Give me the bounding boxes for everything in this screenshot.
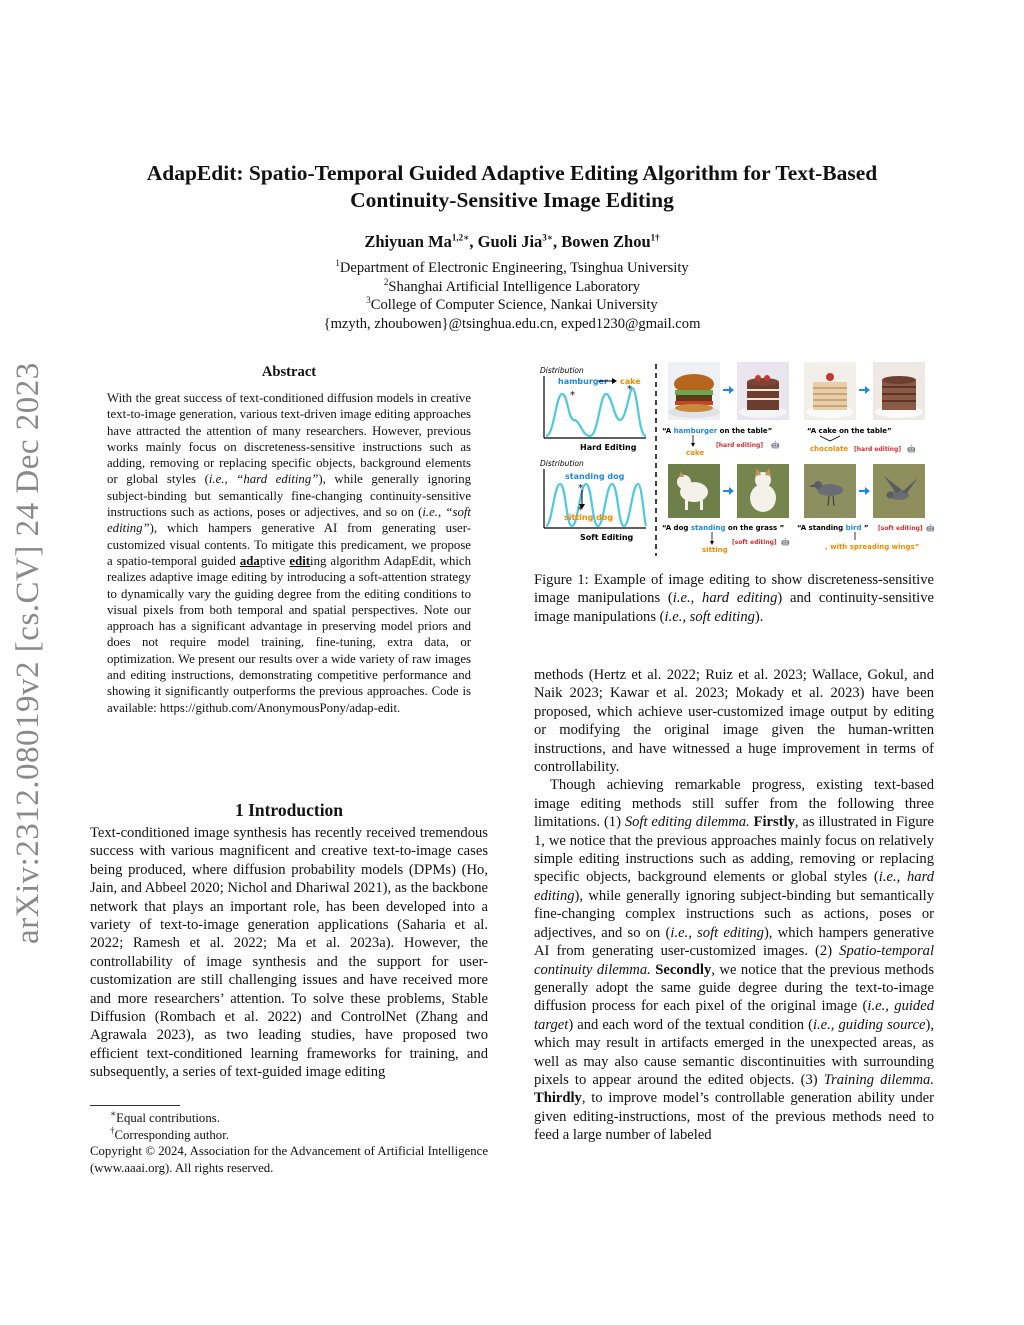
footnotes: ∗Equal contributions. †Corresponding author. Copyright © 2024, Association for the Advancement of Artificial Intelligence (www.aaai.org). All rights reserved. — [90, 1108, 488, 1175]
image-dog-standing — [668, 464, 720, 518]
abstract-body: With the great success of text-conditioned diffusion models in creative text-to-image generation, various text-driven image editing approaches have attracted the attention of many researchers. However, previous works mainly focus on discreteness-sensitive instructions such as adding, removing or replacing specific objects, background elements or global styles (i.e., “hard editing”), while generally ignoring subject-binding but semantically fine-changing continuity-sensitive instructions such as actions, poses or adjectives, and so on (i.e., “soft editing”), which hampers generative AI from generating user-customized visual contents. To mitigate this predicament, we propose a spatio-temporal guided adaptive editing algorithm AdapEdit, which realizes adaptive image editing by introducing a soft-attention strategy to dynamically vary the guiding degree from the editing conditions to visual pixels from both temporal and spatial perspectives. Note our approach has a significant advantage in preserving model priors and does not require model training, fine-tuning, extra data, or optimization. We present our results over a wide variety of raw images and editing instructions, demonstrating competitive performance and showing it significantly outperforms the previous approaches. Code is available: https://github.com/AnonymousPony/adap-edit. — [107, 391, 471, 715]
soft-editing-tag: [soft editing] — [732, 539, 777, 546]
right-column-body — [534, 666, 934, 1145]
image-chocolate-stack — [873, 362, 925, 420]
hard-editing-label: Hard Editing — [580, 443, 637, 452]
footnote-divider — [90, 1105, 180, 1106]
prompt-wings: , with spreading wings” — [825, 543, 920, 551]
paper-title: AdapEdit: Spatio-Temporal Guided Adaptive Editing Algorithm for Text-Based Continuity-Sensitive Image Editing — [146, 161, 878, 212]
author: Zhiyuan Ma — [364, 232, 452, 251]
transform-arrow-head — [865, 386, 870, 394]
image-pancake-stack — [804, 362, 856, 420]
robot-icon: 🤖 — [926, 524, 934, 532]
arxiv-identifier: arXiv:2312.08019v2 [cs.CV] 24 Dec 2023 — [10, 362, 46, 944]
introduction-body: Text-conditioned image synthesis has recently received tremendous success with various magnificent and creative text-to-image cases being produced, where diffusion probability models (DPMs) (Ho, Jain, and Abbeel 2020; Nichol and Dhariwal 2021), as the backbone network that plays an important role, has been developed into a variety of text-to-image generation applications (Saharia et al. 2022; Ramesh et al. 2022; Ma et al. 2023a). However, the controllability of image synthesis and the support for user-customization are still challenging issues and have received more and more researchers’ attention. To solve these problems, Stable Diffusion (Rombach et al. 2022) and ControlNet (Zhang and Agrawala 2023), as two leading studies, have proposed two efficient text-conditioned learning frameworks for training, and subsequently, a series of text-guided image editing — [90, 825, 488, 1081]
affiliation: College of Computer Science, Nankai University — [370, 297, 658, 313]
emails: {mzyth, zhoubowen}@tsinghua.edu.cn, exped1230@gmail.com — [323, 315, 701, 332]
author: Bowen Zhou — [561, 232, 651, 251]
prompt-dog: “A dog standing on the grass ” — [662, 524, 785, 532]
svg-text:cake: cake — [686, 449, 705, 457]
svg-text:standing dog: standing dog — [565, 472, 625, 481]
star-marker: * — [627, 384, 632, 395]
robot-icon: 🤖 — [771, 441, 780, 449]
prompt-bird: “A standing bird ” — [797, 524, 869, 532]
transform-arrow-head — [865, 487, 870, 495]
robot-icon: 🤖 — [781, 538, 790, 546]
abstract-heading: Abstract — [261, 364, 317, 380]
star-marker: * — [570, 390, 575, 401]
figure-1 — [534, 360, 934, 560]
transform-arrow-head — [729, 386, 734, 394]
author-list: Zhiyuan $Ma^{1,2∗}$, Guoli Jia$^{3∗}$, Bowen Zhou$^{1\dagger}$ — [364, 232, 660, 251]
affiliations: $^1$Department of Electronic Engineering, Tsinghua University $^2$Shanghai Artificial Intelligence Laboratory $^3$College of Computer Science, Nankai University {mzyth, zhoubowen}@tsinghua.edu.cn, exped1230@gmail.com — [90, 259, 934, 333]
distribution-label: Distribution — [540, 459, 584, 468]
paragraph: Though achieving remarkable progress, existing text-based image editing methods still suffer from the following three limitations. (1) Soft editing dilemma. Firstly, as illustrated in Figure 1, we notice that the previous approaches mainly focus on relatively simple editing instructions such as adding, removing or replacing specific objects, background elements or global styles (i.e., hard editing), while generally ignoring subject-binding but semantically fine-changing complex instructions such as actions, poses or adjectives, and so on (i.e., soft editing), which hampers generative AI from generating user-customized images. (2) Spatio-temporal continuity dilemma. Secondly, we notice that the previous methods generally adopt the same guide degree during the text-to-image diffusion process for each pixel of the original image (i.e., guided target) and each word of the textual condition (i.e., guiding source), which may result in artifacts emerged in the unexpected areas, as well as may also cause semantic discontinuities with surrounding pixels to appear around the edited objects. (3) Training dilemma. Thirdly, to improve model’s controllable generation ability under given editing-instructions, most of the previous methods need to feed a large number of labeled — [534, 777, 935, 1144]
svg-text:sitting: sitting — [702, 546, 728, 554]
figure-1-caption: Figure 1: Example of image editing to show discreteness-sensitive image manipulations (i.e., hard editing) and continuity-sensitive image manipulations (i.e., soft editing). — [534, 572, 934, 625]
star-marker: * — [578, 505, 583, 516]
copyright-notice: Copyright © 2024, Association for the Advancement of Artificial Intelligence (www.aaai.org). All rights reserved. — [90, 1144, 488, 1175]
arrow-head — [612, 378, 617, 384]
section-heading-introduction: 1 Introduction — [234, 800, 344, 820]
image-hamburger — [668, 362, 720, 420]
star-marker: * — [578, 483, 583, 494]
footnote: Corresponding author. — [114, 1127, 229, 1142]
distribution-curve-hard — [546, 388, 646, 436]
figure-1-graphic — [534, 360, 934, 560]
soft-editing-label: Soft Editing — [580, 533, 634, 542]
distribution-label: Distribution — [540, 366, 584, 375]
transform-arrow-head — [729, 487, 734, 495]
svg-text:cake: cake — [620, 377, 641, 386]
image-bird-standing — [804, 464, 856, 518]
svg-text:hamburger: hamburger — [558, 377, 608, 386]
hard-editing-tag: [hard editing] — [716, 442, 764, 449]
footnote: Equal contributions. — [116, 1111, 220, 1125]
arxiv-sidebar — [10, 360, 70, 960]
prompt-hamburger: “A hamburger on the table” — [662, 427, 773, 435]
affiliation: Department of Electronic Engineering, Tsinghua University — [339, 260, 689, 276]
author: Guoli Jia — [477, 232, 543, 251]
image-dog-sitting — [737, 464, 789, 518]
affiliation: Shanghai Artificial Intelligence Laboratory — [388, 278, 641, 295]
svg-text:chocolate: chocolate — [810, 445, 849, 453]
paragraph: methods (Hertz et al. 2022; Ruiz et al. 2023; Wallace, Gokul, and Naik 2023; Kawar et al. 2023; Mokady et al. 2023) have been proposed, which achieve user-customized image output by editing or modifying the original image given the human-written instructions, and have witnessed a huge improvement in terms of controllability. — [534, 667, 934, 776]
robot-icon: 🤖 — [907, 445, 916, 453]
insertion-mark — [820, 436, 840, 441]
image-bird-wings — [873, 464, 925, 518]
prompt-cake: “A cake on the table” — [807, 427, 892, 435]
image-cake — [737, 362, 789, 420]
soft-editing-tag: [soft editing] — [878, 525, 923, 532]
hard-editing-tag: [hard editing] — [854, 446, 902, 453]
svg-text:sitting dog: sitting dog — [564, 513, 614, 522]
